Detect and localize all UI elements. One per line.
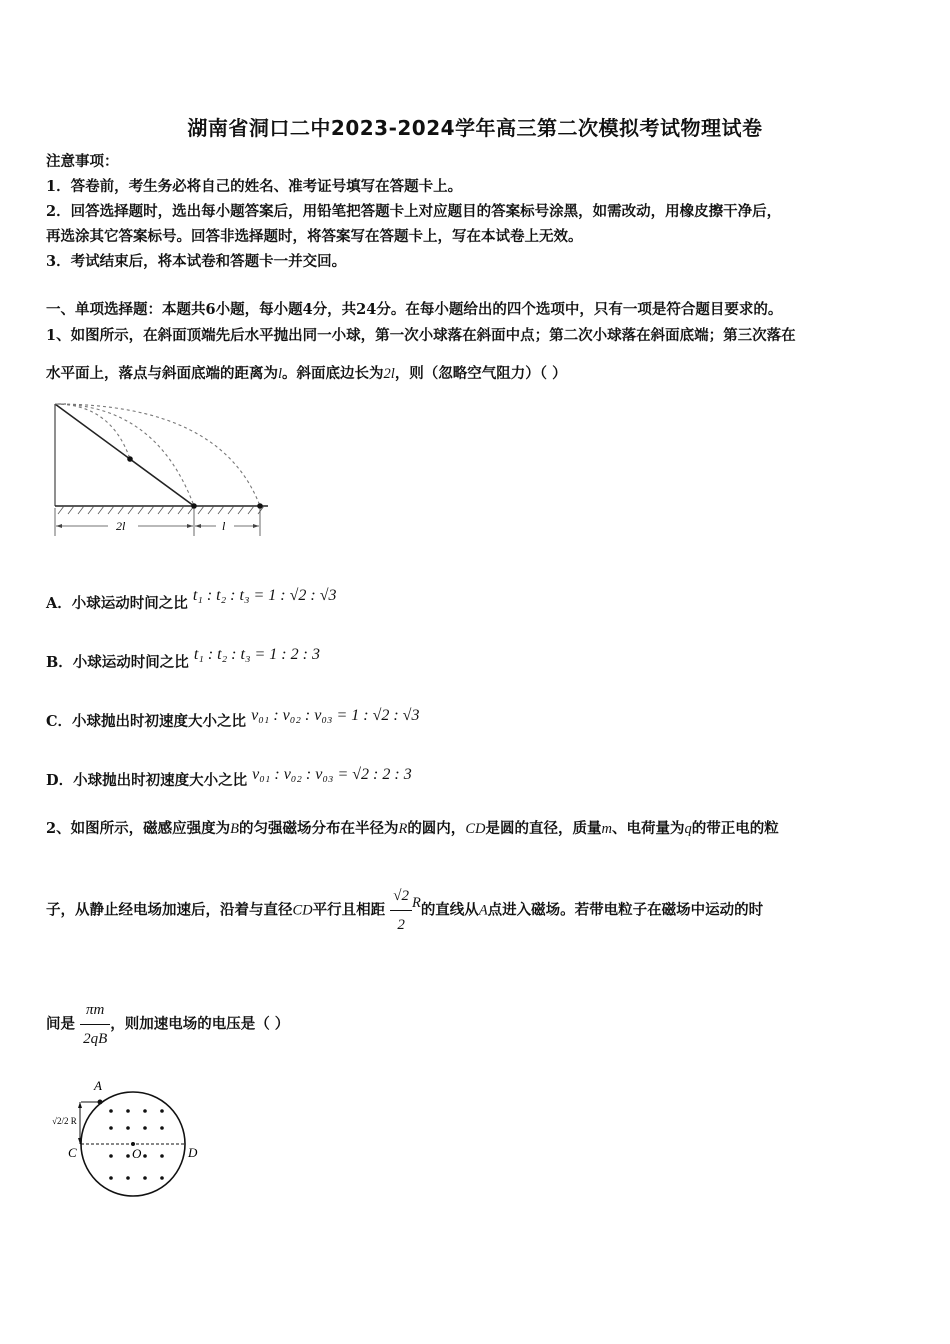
q1-option-a[interactable]: A．小球运动时间之比 t₁ : t₂ : t₃ = 1 : √2 : √3 <box>46 587 337 612</box>
q1-option-d-math: v₀₁ : v₀₂ : v₀₃ = √2 : 2 : 3 <box>252 766 412 783</box>
q2-stem-line2: 子，从静止经电场加速后，沿着与直径CD平行且相距 $\frac{√2}{2}$ R的直线从A点进入磁场。若带电粒子在磁场中运动的时 <box>46 882 763 939</box>
landing-point-2 <box>191 503 197 509</box>
q1-option-c-math: v₀₁ : v₀₂ : v₀₃ = 1 : √2 : √3 <box>251 707 420 724</box>
q1-incline-figure <box>46 396 286 546</box>
notice-item-3: 3．考试结束后，将本试卷和答题卡一并交回。 <box>46 253 347 270</box>
notice-item-1: 1．答卷前，考生务必将自己的姓名、准考证号填写在答题卡上。 <box>46 178 463 195</box>
label-c: C <box>68 1145 77 1160</box>
trajectory-3 <box>55 404 260 506</box>
notice-heading: 注意事项： <box>46 153 119 170</box>
q1-option-d[interactable]: D．小球抛出时初速度大小之比 v₀₁ : v₀₂ : v₀₃ = √2 : 2 : 3 <box>46 766 412 789</box>
q2-time-fraction: $\frac{\pi m}{2qB}$ <box>80 996 110 1053</box>
q2-distance-fraction: $\frac{√2}{2}$ <box>390 882 412 939</box>
point-a <box>98 1100 103 1105</box>
q1-option-a-math: t₁ : t₂ : t₃ = 1 : √2 : √3 <box>192 587 337 604</box>
landing-point-1 <box>127 456 133 462</box>
q2-stem-line3: 间是 $\frac{\pi m}{2qB}$ ，则加速电场的电压是（ ） <box>46 996 289 1053</box>
q1-option-c[interactable]: C．小球抛出时初速度大小之比 v₀₁ : v₀₂ : v₀₃ = 1 : √2 : √3 <box>46 707 420 730</box>
label-distance: √2/2 R <box>52 1116 77 1126</box>
q1-option-b-math: t₁ : t₂ : t₃ = 1 : 2 : 3 <box>193 646 320 663</box>
q2-magnetic-field-figure <box>46 1076 216 1206</box>
section-heading: 一、单项选择题：本题共6小题，每小题4分，共24分。在每小题给出的四个选项中，只有一项是符合题目要求的。 <box>46 301 783 318</box>
notice-item-2: 2．回答选择题时，选出每小题答案后，用铅笔把答题卡上对应题目的答案标号涂黑，如需改动，用橡皮擦干净后， <box>46 203 782 220</box>
q1-option-b[interactable]: B．小球运动时间之比 t₁ : t₂ : t₃ = 1 : 2 : 3 <box>46 646 320 671</box>
notice-item-2-cont: 再选涂其它答案标号。回答非选择题时，将答案写在答题卡上，写在本试卷上无效。 <box>46 228 583 245</box>
label-o: O <box>132 1146 142 1161</box>
page-title: 湖南省洞口二中2023-2024学年高三第二次模拟考试物理试卷 <box>187 116 763 140</box>
landing-point-3 <box>257 503 263 509</box>
incline-surface <box>55 404 194 506</box>
label-extra-length: l <box>222 519 226 533</box>
q2-stem-line1: 2、如图所示，磁感应强度为B的匀强磁场分布在半径为R的圆内，CD是圆的直径，质量m、电荷量为q的带正电的粒 <box>46 820 779 837</box>
label-a: A <box>94 1078 102 1093</box>
label-base-length: 2l <box>116 519 126 533</box>
ground-hatching <box>58 506 264 514</box>
label-d: D <box>188 1145 198 1160</box>
q1-stem-line2: 水平面上，落点与斜面底端的距离为l。斜面底边长为2l，则（忽略空气阻力）（ ） <box>46 365 567 382</box>
q1-stem-line1: 1、如图所示，在斜面顶端先后水平抛出同一小球，第一次小球落在斜面中点；第二次小球落在斜面底端；第三次落在 <box>46 327 796 344</box>
